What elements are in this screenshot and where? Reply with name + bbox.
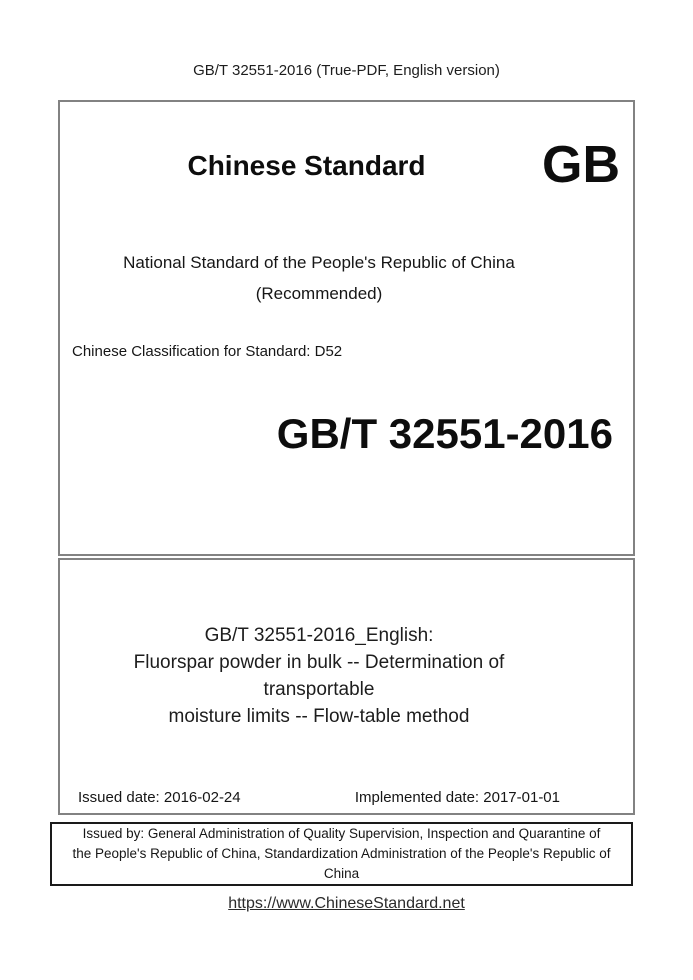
page-header-title: GB/T 32551-2016 (True-PDF, English version)	[193, 62, 500, 79]
issued-date: Issued date: 2016-02-24	[78, 789, 241, 806]
gb-logo: GB	[542, 136, 620, 194]
issuer-box	[50, 822, 633, 886]
brand-title: Chinese Standard	[187, 150, 426, 181]
english-title-line2: Fluorspar powder in bulk -- Determination of transportable	[133, 652, 505, 700]
national-standard-line: National Standard of the People's Republic of China	[123, 253, 515, 272]
english-title-line1: GB/T 32551-2016_English:	[204, 625, 434, 646]
issuer-line1: Issued by: General Administration of Quality Supervision, Inspection and Quarantine of	[82, 826, 601, 841]
footer	[0, 895, 693, 913]
cover-upper-box	[58, 100, 635, 556]
issuer-line2: the People's Republic of China, Standardization Administration of the People's Republic of	[72, 846, 611, 861]
recommended-line: (Recommended)	[255, 284, 383, 303]
standard-number: GB/T 32551-2016	[276, 410, 613, 457]
classification-line: Chinese Classification for Standard: D52	[72, 343, 343, 360]
dates-row	[78, 789, 560, 806]
issuer-line3: China	[323, 866, 360, 881]
website-link[interactable]: https://www.ChineseStandard.net	[228, 895, 465, 912]
english-title-block	[60, 622, 633, 730]
english-title-line3: moisture limits -- Flow-table method	[168, 706, 470, 727]
cover-lower-box	[58, 558, 635, 815]
implemented-date: Implemented date: 2017-01-01	[354, 789, 560, 806]
